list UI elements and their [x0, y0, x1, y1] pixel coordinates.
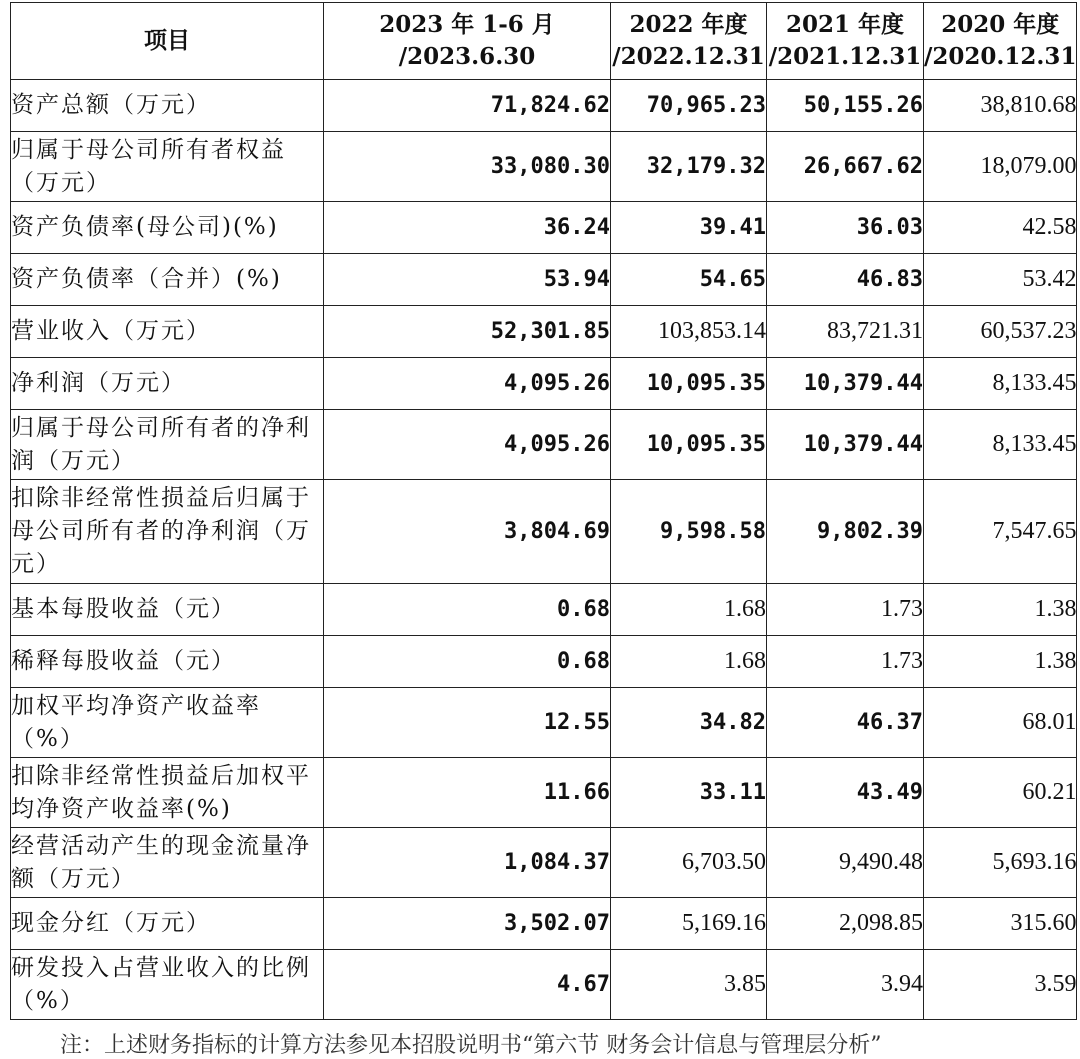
row-value: 1.38 — [924, 636, 1077, 688]
row-value: 9,490.48 — [767, 828, 924, 898]
table-row — [11, 758, 1077, 828]
row-value: 60.21 — [924, 758, 1077, 828]
row-value: 60,537.23 — [924, 306, 1077, 358]
header-period — [611, 3, 767, 80]
row-value: 3,804.69 — [324, 480, 611, 584]
row-value: 1.73 — [767, 636, 924, 688]
row-value: 1.38 — [924, 584, 1077, 636]
row-value: 3.85 — [611, 950, 767, 1020]
row-value: 3,502.07 — [324, 898, 611, 950]
row-value: 42.58 — [924, 202, 1077, 254]
row-value: 33.11 — [611, 758, 767, 828]
row-value: 5,693.16 — [924, 828, 1077, 898]
table-row — [11, 828, 1077, 898]
table-row — [11, 688, 1077, 758]
table-body — [11, 80, 1077, 1020]
row-value: 103,853.14 — [611, 306, 767, 358]
row-value: 36.24 — [324, 202, 611, 254]
row-value: 3.59 — [924, 950, 1077, 1020]
row-value: 3.94 — [767, 950, 924, 1020]
row-value: 43.49 — [767, 758, 924, 828]
table-row — [11, 306, 1077, 358]
table-row — [11, 480, 1077, 584]
row-value: 6,703.50 — [611, 828, 767, 898]
row-item-label: 资产负债率(母公司)(%) — [11, 202, 324, 254]
row-value: 46.83 — [767, 254, 924, 306]
row-value: 0.68 — [324, 636, 611, 688]
row-value: 71,824.62 — [324, 80, 611, 132]
row-value: 11.66 — [324, 758, 611, 828]
row-item-label: 归属于母公司所有者的净利润（万元） — [11, 410, 324, 480]
row-item-label: 净利润（万元） — [11, 358, 324, 410]
header-period-line1: 2023 年 1-6 月 — [379, 11, 555, 38]
footnote: 注：上述财务指标的计算方法参见本招股说明书“第六节 财务会计信息与管理层分析” — [60, 1033, 882, 1058]
row-value: 33,080.30 — [324, 132, 611, 202]
row-value: 68.01 — [924, 688, 1077, 758]
row-value: 70,965.23 — [611, 80, 767, 132]
table-row — [11, 898, 1077, 950]
row-value: 26,667.62 — [767, 132, 924, 202]
financial-indicators-table — [10, 2, 1077, 1020]
row-item-label: 加权平均净资产收益率（%） — [11, 688, 324, 758]
row-value: 315.60 — [924, 898, 1077, 950]
table-row — [11, 254, 1077, 306]
row-item-label: 归属于母公司所有者权益（万元） — [11, 132, 324, 202]
row-value: 9,598.58 — [611, 480, 767, 584]
row-value: 1.73 — [767, 584, 924, 636]
row-value: 12.55 — [324, 688, 611, 758]
row-value: 46.37 — [767, 688, 924, 758]
row-value: 5,169.16 — [611, 898, 767, 950]
row-value: 1.68 — [611, 636, 767, 688]
table-row — [11, 202, 1077, 254]
row-item-label: 稀释每股收益（元） — [11, 636, 324, 688]
header-period — [324, 3, 611, 80]
row-value: 53.94 — [324, 254, 611, 306]
row-value: 4.67 — [324, 950, 611, 1020]
row-value: 10,379.44 — [767, 358, 924, 410]
header-period-line1: 2020 年度 — [941, 11, 1060, 38]
header-item: 项目 — [11, 3, 324, 80]
table-row — [11, 358, 1077, 410]
row-value: 53.42 — [924, 254, 1077, 306]
header-period-line2: /2022.12.31 — [612, 43, 765, 70]
row-item-label: 经营活动产生的现金流量净额（万元） — [11, 828, 324, 898]
row-item-label: 资产负债率（合并）(%) — [11, 254, 324, 306]
row-value: 38,810.68 — [924, 80, 1077, 132]
row-item-label: 扣除非经常性损益后归属于母公司所有者的净利润（万元） — [11, 480, 324, 584]
table-row — [11, 132, 1077, 202]
row-value: 1.68 — [611, 584, 767, 636]
header-period-line2: /2020.12.31 — [924, 43, 1077, 70]
row-value: 10,095.35 — [611, 358, 767, 410]
row-value: 10,095.35 — [611, 410, 767, 480]
row-value: 4,095.26 — [324, 358, 611, 410]
row-item-label: 现金分红（万元） — [11, 898, 324, 950]
row-value: 50,155.26 — [767, 80, 924, 132]
row-value: 54.65 — [611, 254, 767, 306]
header-row — [11, 3, 1077, 80]
table-row — [11, 584, 1077, 636]
table-row — [11, 950, 1077, 1020]
row-value: 52,301.85 — [324, 306, 611, 358]
row-item-label: 营业收入（万元） — [11, 306, 324, 358]
header-period — [924, 3, 1077, 80]
row-value: 1,084.37 — [324, 828, 611, 898]
row-value: 7,547.65 — [924, 480, 1077, 584]
row-item-label: 研发投入占营业收入的比例（%） — [11, 950, 324, 1020]
header-period-line2: /2023.6.30 — [398, 43, 536, 70]
row-value: 4,095.26 — [324, 410, 611, 480]
row-value: 10,379.44 — [767, 410, 924, 480]
row-value: 8,133.45 — [924, 410, 1077, 480]
row-value: 8,133.45 — [924, 358, 1077, 410]
header-period-line2: /2021.12.31 — [768, 43, 922, 70]
header-period — [767, 3, 924, 80]
row-item-label: 基本每股收益（元） — [11, 584, 324, 636]
table-row — [11, 80, 1077, 132]
row-item-label: 资产总额（万元） — [11, 80, 324, 132]
row-value: 32,179.32 — [611, 132, 767, 202]
row-value: 39.41 — [611, 202, 767, 254]
row-value: 18,079.00 — [924, 132, 1077, 202]
row-value: 0.68 — [324, 584, 611, 636]
row-value: 9,802.39 — [767, 480, 924, 584]
header-period-line1: 2022 年度 — [629, 11, 748, 38]
row-item-label: 扣除非经常性损益后加权平均净资产收益率(%) — [11, 758, 324, 828]
row-value: 36.03 — [767, 202, 924, 254]
row-value: 2,098.85 — [767, 898, 924, 950]
table-row — [11, 636, 1077, 688]
header-period-line1: 2021 年度 — [785, 11, 905, 38]
row-value: 83,721.31 — [767, 306, 924, 358]
row-value: 34.82 — [611, 688, 767, 758]
table-row — [11, 410, 1077, 480]
